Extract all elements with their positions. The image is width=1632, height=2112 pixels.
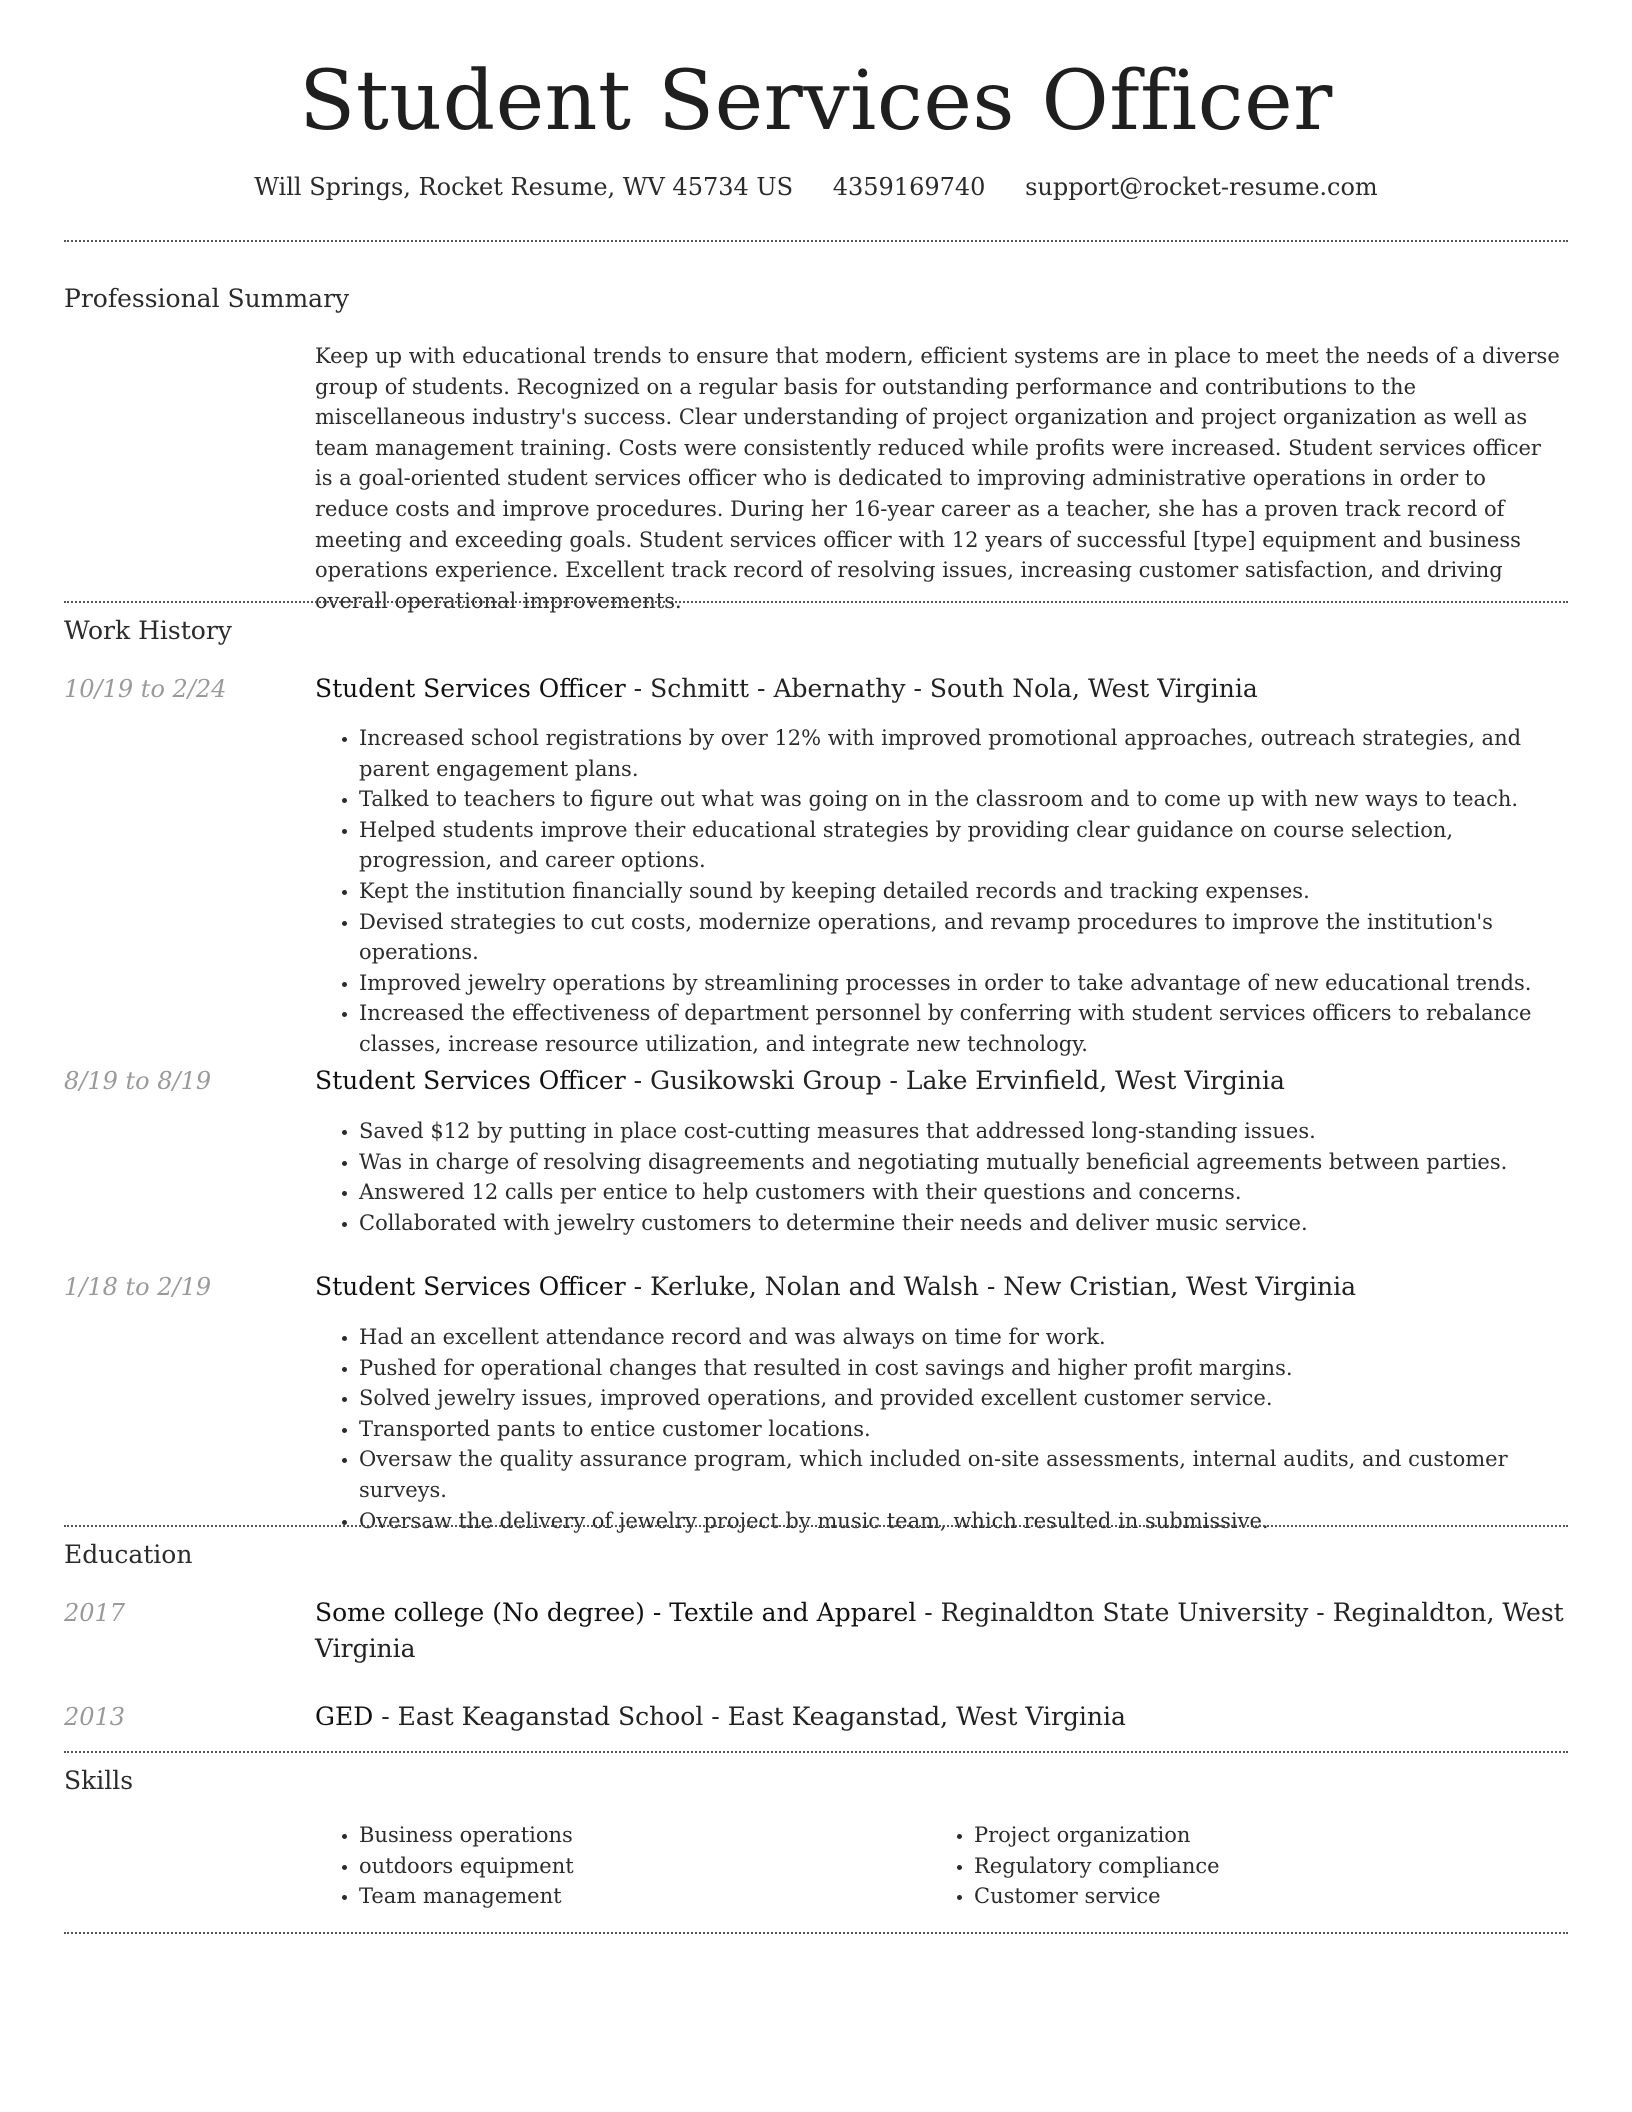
education-entry	[315, 1699, 1565, 1735]
skill-item: • Team management	[359, 1881, 915, 1912]
section-divider	[64, 1751, 1568, 1753]
list-item: • Oversaw the delivery of jewelry project by music team, which resulted in submissive.	[359, 1506, 1565, 1537]
education-year: 2013	[64, 1703, 126, 1731]
skills-list-left	[315, 1820, 915, 1912]
education-year: 2017	[64, 1599, 126, 1627]
job-dates: 10/19 to 2/24	[64, 675, 227, 703]
job-details: - Kerluke, Nolan and Walsh - New Cristian, West Virginia	[625, 1272, 1356, 1301]
job-role: Student Services Officer	[315, 1066, 626, 1095]
section-title-education: Education	[64, 1540, 193, 1569]
resume-name: Student Services Officer	[299, 54, 1333, 149]
section-divider	[64, 1932, 1568, 1934]
list-item: • Oversaw the quality assurance program, which included on-site assessments, internal audits, and customer surveys.	[359, 1444, 1565, 1505]
section-title-skills: Skills	[64, 1766, 134, 1795]
job-role: Student Services Officer	[315, 674, 626, 703]
contact-email: support@rocket-resume.com	[1025, 173, 1378, 201]
job-bullets	[315, 1116, 1565, 1238]
job-role: Student Services Officer	[315, 1272, 626, 1301]
skill-item: • outdoors equipment	[359, 1851, 915, 1882]
skills-list-right	[930, 1820, 1530, 1912]
job-dates: 8/19 to 8/19	[64, 1067, 212, 1095]
list-item: • Talked to teachers to figure out what was going on in the classroom and to come up with new ways to teach.	[359, 784, 1565, 815]
contact-line	[0, 170, 1632, 204]
education-degree: GED	[315, 1702, 374, 1731]
list-item: • Helped students improve their educational strategies by providing clear guidance on course selection, progression, and career options.	[359, 815, 1565, 876]
contact-phone: 4359169740	[832, 173, 986, 201]
education-school: - East Keaganstad School - East Keaganstad, West Virginia	[373, 1702, 1126, 1731]
skill-item: • Regulatory compliance	[974, 1851, 1530, 1882]
job-title	[315, 671, 1565, 707]
job-title	[315, 1269, 1565, 1305]
skill-item: • Project organization	[974, 1820, 1530, 1851]
list-item: • Devised strategies to cut costs, modernize operations, and revamp procedures to improve the institution's operations.	[359, 907, 1565, 968]
contact-address: Will Springs, Rocket Resume, WV 45734 US	[254, 173, 794, 201]
job-bullets	[315, 723, 1565, 1060]
education-degree: Some college (No degree) - Textile and Apparel	[315, 1598, 917, 1627]
section-divider	[64, 601, 1568, 603]
job-dates: 1/18 to 2/19	[64, 1273, 212, 1301]
section-title-work-history: Work History	[64, 616, 232, 645]
skill-item: • Business operations	[359, 1820, 915, 1851]
list-item: • Answered 12 calls per entice to help customers with their questions and concerns.	[359, 1177, 1565, 1208]
list-item: • Had an excellent attendance record and was always on time for work.	[359, 1322, 1565, 1353]
list-item: • Increased school registrations by over 12% with improved promotional approaches, outreach strategies, and parent engagement plans.	[359, 723, 1565, 784]
list-item: • Increased the effectiveness of department personnel by conferring with student services officers to rebalance classes, increase resource utilization, and integrate new technology.	[359, 998, 1565, 1059]
job-bullets	[315, 1322, 1565, 1536]
list-item: • Collaborated with jewelry customers to determine their needs and deliver music service.	[359, 1208, 1565, 1239]
job-details: - Gusikowski Group - Lake Ervinfield, West Virginia	[625, 1066, 1285, 1095]
job-title	[315, 1063, 1565, 1099]
summary-text: Keep up with educational trends to ensure that modern, efficient systems are in place to meet the needs of a diverse group of students. Recognized on a regular basis for outstanding performance and contributions to the miscellaneous industry's success. Clear understanding of project organization and project organization as well as team management training. Costs were consistently reduced while profits were increased. Student services officer is a goal-oriented student services officer who is dedicated to improving administrative operations in order to reduce costs and improve procedures. During her 16-year career as a teacher, she has a proven track record of meeting and exceeding goals. Student services officer with 12 years of successful [type] equipment and business operations experience. Excellent track record of resolving issues, increasing customer satisfaction, and driving overall operational improvements.	[315, 344, 1560, 613]
list-item: • Transported pants to entice customer locations.	[359, 1414, 1565, 1445]
skill-item: • Customer service	[974, 1881, 1530, 1912]
education-school: - Reginaldton State University - Reginaldton, West Virginia	[315, 1598, 1564, 1663]
education-entry	[315, 1595, 1565, 1667]
list-item: • Pushed for operational changes that resulted in cost savings and higher profit margins.	[359, 1353, 1565, 1384]
list-item: • Solved jewelry issues, improved operations, and provided excellent customer service.	[359, 1383, 1565, 1414]
section-divider	[64, 1525, 1568, 1527]
list-item: • Was in charge of resolving disagreements and negotiating mutually beneficial agreements between parties.	[359, 1147, 1565, 1178]
list-item: • Improved jewelry operations by streamlining processes in order to take advantage of new educational trends.	[359, 968, 1565, 999]
list-item: • Kept the institution financially sound by keeping detailed records and tracking expenses.	[359, 876, 1565, 907]
list-item: • Saved $12 by putting in place cost-cutting measures that addressed long-standing issues.	[359, 1116, 1565, 1147]
section-title-summary: Professional Summary	[64, 284, 350, 313]
section-divider	[64, 240, 1568, 242]
job-details: - Schmitt - Abernathy - South Nola, West Virginia	[625, 674, 1258, 703]
